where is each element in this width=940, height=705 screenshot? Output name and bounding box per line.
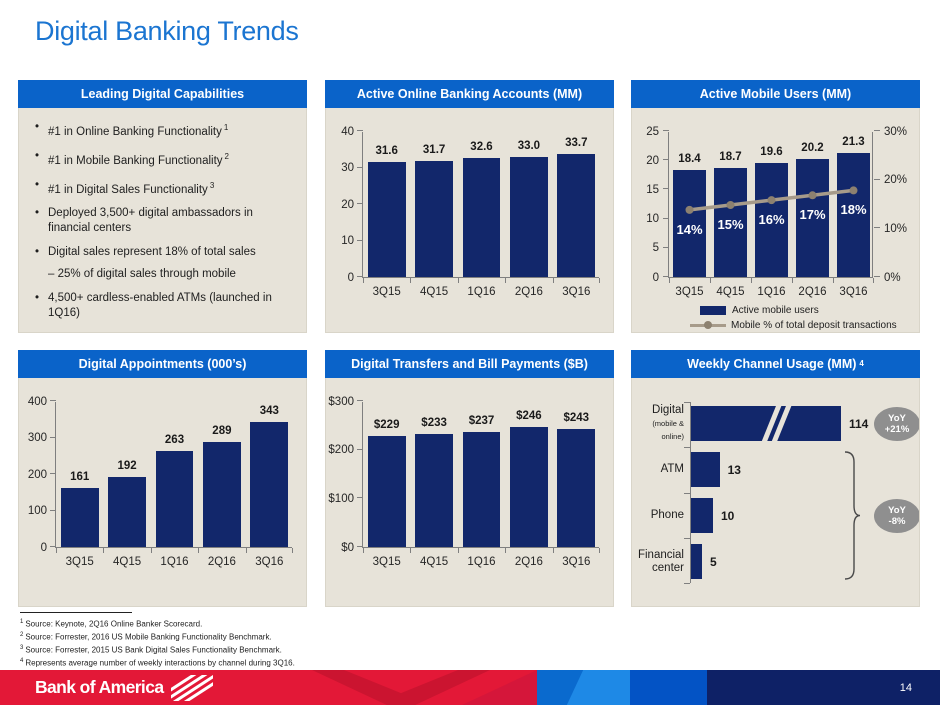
x-axis-label: 3Q15	[372, 556, 401, 568]
y-tick-label: 15	[646, 183, 659, 196]
x-tick-mark	[292, 548, 293, 553]
panel-online-banking-accounts	[325, 80, 614, 333]
capability-bullet	[35, 245, 296, 282]
x-tick-mark	[410, 278, 411, 283]
panel-digital-transfers	[325, 350, 614, 607]
legend-line-swatch	[690, 324, 726, 328]
capability-bullet	[35, 149, 296, 169]
x-axis-label: 1Q16	[467, 556, 496, 568]
category-tick-mark	[684, 402, 690, 403]
footnotes	[20, 612, 500, 668]
y-tick-label: 400	[27, 395, 47, 408]
bullet-text: Deployed 3,500+ digital ambassadors in financial centers	[48, 207, 253, 235]
bar-value-label: $229	[373, 418, 400, 431]
right-y-tick-label: 30%	[884, 125, 908, 138]
y-tick-mark	[357, 546, 363, 547]
footnote: $^2$ Source: Forrester, 2016 US Mobile Banking Functionality Benchmark.	[20, 631, 272, 642]
x-axis-label: 4Q15	[420, 286, 449, 298]
row-label	[632, 406, 684, 441]
y-tick-label: 10	[646, 213, 659, 226]
x-tick-mark	[669, 278, 670, 283]
y-tick-label: $100	[328, 492, 354, 505]
bar-value-label: 343	[259, 404, 279, 417]
bar-value-label: 20.2	[801, 142, 824, 155]
bar	[463, 158, 501, 277]
bullet-text: 4,500+ cardless-enabled ATMs (launched in 1Q16)	[48, 292, 272, 320]
x-axis-label: 1Q16	[467, 286, 496, 298]
bullet-text: Digital sales represent 18% of total sales	[48, 246, 256, 259]
footer-navy-band	[707, 670, 940, 705]
x-tick-mark	[410, 548, 411, 553]
legend-label: Active mobile users	[732, 305, 819, 316]
panel-title: Leading Digital Capabilities	[80, 87, 245, 101]
footnote-number: 3	[20, 644, 24, 651]
capability-bullet	[35, 178, 296, 198]
y-tick-mark	[357, 240, 363, 241]
panel-title: Active Online Banking Accounts (MM)	[356, 87, 583, 101]
y-tick-label: $300	[328, 395, 354, 408]
bar	[156, 451, 194, 547]
flag-icon	[171, 675, 213, 701]
y-tick-label: 10	[341, 235, 354, 247]
right-y-tick-mark	[874, 276, 880, 277]
y-tick-label: 0	[347, 271, 354, 284]
bar-value-label: 33.7	[565, 137, 588, 149]
x-axis-label: 3Q16	[255, 556, 284, 568]
x-axis-label: 2Q16	[798, 286, 827, 298]
x-axis-label: 3Q15	[372, 286, 401, 298]
panel-title: Digital Transfers and Bill Payments ($B)	[351, 357, 588, 371]
panel-header-mobile-users	[631, 80, 920, 108]
panel-header-online-accounts	[325, 80, 614, 108]
y-tick-label: 40	[341, 125, 354, 138]
x-tick-mark	[103, 548, 104, 553]
right-y-tick-label: 10%	[884, 222, 908, 235]
footnote-ref: 2	[224, 151, 229, 161]
x-axis-label: 1Q16	[757, 286, 786, 298]
bar	[368, 436, 406, 547]
bar	[557, 154, 595, 277]
bar-value-label: 21.3	[842, 135, 865, 148]
x-tick-mark	[599, 548, 600, 553]
x-axis-label: 3Q16	[562, 286, 591, 298]
capability-bullet	[35, 206, 296, 236]
footnote-number: 2	[20, 631, 24, 638]
legend-label: Mobile % of total deposit transactions	[731, 320, 897, 331]
x-tick-mark	[873, 278, 874, 283]
category-tick-mark	[684, 583, 690, 584]
capabilities-list	[19, 108, 306, 321]
line-value-label: 16%	[758, 212, 785, 228]
panel-header-capabilities	[18, 80, 307, 108]
line-value-label: 15%	[717, 217, 744, 232]
panel-header-appointments	[18, 350, 307, 378]
badge-line1: YoY	[888, 504, 906, 516]
y-tick-label: 300	[27, 432, 47, 444]
right-y-tick-label: 0%	[884, 271, 901, 284]
y-tick-label: 0	[652, 271, 659, 284]
badge-line2: -8%	[888, 515, 906, 527]
panel-digital-appointments	[18, 350, 307, 607]
bar	[557, 429, 595, 547]
category-tick-mark	[684, 447, 690, 448]
bar-value-label: 32.6	[470, 141, 493, 154]
bar-value-label: $237	[468, 414, 495, 427]
bar	[510, 157, 548, 277]
line-value-label: 14%	[676, 221, 703, 237]
x-axis-label: 3Q15	[675, 286, 704, 298]
capabilities-body	[18, 108, 307, 333]
y-tick-label: 200	[27, 468, 47, 481]
x-axis-label: 2Q16	[514, 556, 543, 568]
y-tick-label: 0	[40, 541, 47, 554]
x-tick-mark	[363, 278, 364, 283]
bar	[691, 544, 702, 579]
y-tick-label: 30	[341, 162, 354, 174]
bar	[691, 406, 841, 441]
bar	[691, 498, 713, 533]
x-tick-mark	[505, 278, 506, 283]
page-title: Digital Banking Trends	[35, 16, 299, 46]
panel-header-channel-usage	[631, 350, 920, 378]
x-tick-mark	[599, 278, 600, 283]
bar	[108, 477, 146, 547]
y-tick-mark	[357, 449, 363, 450]
x-tick-mark	[458, 278, 459, 283]
x-axis-label: 2Q16	[207, 556, 236, 568]
x-axis-label: 2Q16	[514, 286, 543, 298]
x-tick-mark	[792, 278, 793, 283]
x-axis-label: 1Q16	[160, 556, 189, 568]
x-tick-mark	[553, 278, 554, 283]
legend-item	[690, 305, 920, 316]
legend-item	[690, 320, 920, 331]
bank-of-america-logo	[35, 670, 213, 705]
y-tick-mark	[50, 437, 56, 438]
footnote: $^1$ Source: Keynote, 2Q16 Online Banker Scorecard.	[20, 619, 203, 629]
bar	[203, 442, 241, 547]
x-tick-mark	[56, 548, 57, 553]
yoy-badge	[874, 407, 920, 441]
y-tick-label: 25	[646, 125, 659, 138]
chart-digital-transfers	[325, 378, 614, 607]
footer	[0, 670, 940, 705]
y-tick-mark	[357, 497, 363, 498]
x-tick-mark	[505, 548, 506, 553]
legend-bar-swatch	[700, 306, 726, 315]
bar	[510, 427, 548, 547]
bar-value-label: 18.4	[678, 152, 701, 165]
footnote-divider	[20, 612, 132, 613]
chart-digital-appointments	[18, 378, 307, 607]
footnote-list	[20, 617, 500, 668]
y-tick-mark	[50, 546, 56, 547]
footer-chevron-decoration	[312, 670, 490, 705]
bar-value-label: $246	[516, 410, 542, 423]
bar-value-label: 18.7	[719, 150, 742, 163]
x-tick-mark	[833, 278, 834, 283]
bar-value-label: 19.6	[760, 145, 783, 158]
footnote-ref: 1	[223, 123, 229, 132]
row-label-text: ATM	[660, 463, 684, 475]
row-label	[632, 452, 684, 487]
capability-bullet	[35, 120, 296, 140]
y-tick-mark	[357, 400, 363, 401]
bar-value-label: 33.0	[517, 139, 541, 152]
y-tick-label: 20	[341, 198, 354, 211]
bar	[61, 488, 99, 547]
panel-title: Active Mobile Users (MM)	[699, 87, 852, 101]
row-label	[632, 498, 684, 533]
x-axis-label: 3Q16	[839, 286, 868, 298]
footer-blue-accent-2	[630, 670, 707, 705]
line-value-label: 18%	[840, 202, 867, 218]
bar	[691, 452, 720, 487]
row-sublabel: (mobile & online)	[652, 419, 684, 441]
bar-value-label: 13	[727, 462, 741, 477]
y-tick-label: 5	[652, 242, 659, 255]
panel-header-transfers	[325, 350, 614, 378]
bar-value-label: 114	[849, 416, 869, 431]
bar-value-label: $233	[421, 416, 447, 429]
x-axis-label: 4Q15	[113, 556, 142, 568]
x-tick-mark	[553, 548, 554, 553]
y-tick-mark	[50, 473, 56, 474]
row-label	[632, 544, 684, 579]
bar-value-label: 31.7	[422, 144, 446, 157]
footer-blue-accent	[537, 670, 630, 705]
plot-area	[27, 395, 292, 568]
footnote: $^4$ Represents average number of weekly interactions by channel during 3Q16.	[20, 657, 295, 668]
chart-online-banking-accounts	[325, 108, 614, 333]
bar-value-label: 192	[117, 459, 137, 472]
y-tick-mark	[357, 203, 363, 204]
right-y-tick-mark	[874, 130, 880, 131]
x-tick-mark	[458, 548, 459, 553]
chart-legend	[690, 305, 920, 333]
footer-red-band	[0, 670, 537, 705]
bar-value-label: 5	[710, 554, 717, 569]
page-number: 14	[899, 681, 912, 694]
x-tick-mark	[198, 548, 199, 553]
x-axis-label: 4Q15	[716, 286, 745, 298]
x-tick-mark	[363, 548, 364, 553]
bar	[415, 161, 453, 277]
bar-value-label: 161	[70, 471, 90, 484]
plot-area	[328, 395, 599, 568]
y-tick-mark	[357, 167, 363, 168]
category-tick-mark	[684, 493, 690, 494]
footnote: $^3$ Source: Forrester, 2015 US Bank Digital Sales Functionality Benchmark.	[20, 644, 282, 655]
x-tick-mark	[151, 548, 152, 553]
footnote-number: 4	[20, 657, 24, 664]
footnote-number: 1	[20, 619, 24, 625]
panel-weekly-channel-usage	[631, 350, 920, 607]
panel-leading-digital-capabilities	[18, 80, 307, 333]
panel-title: Digital Appointments (000’s)	[78, 357, 247, 371]
bar-value-label: 263	[164, 434, 185, 447]
bullet-text: #1 in Digital Sales Functionality	[48, 183, 208, 196]
capability-bullet	[35, 291, 296, 321]
sub-bullet: – 25% of digital sales through mobile	[48, 268, 236, 281]
logo-text: Bank of America	[35, 677, 164, 697]
y-tick-mark	[357, 276, 363, 277]
x-axis-label: 4Q15	[420, 556, 449, 568]
y-tick-label: $0	[341, 541, 354, 554]
y-tick-mark	[663, 130, 669, 131]
chart-active-mobile-users	[631, 108, 920, 333]
plot-area	[341, 125, 599, 298]
badge-line1: YoY	[888, 412, 906, 424]
x-tick-mark	[751, 278, 752, 283]
footnote-ref: 3	[209, 180, 215, 190]
bar-value-label: 31.6	[375, 144, 398, 157]
bar	[368, 162, 406, 277]
row-label-text: Financial center	[637, 548, 684, 574]
panel-active-mobile-users	[631, 80, 920, 333]
x-tick-mark	[710, 278, 711, 283]
bar-value-label: 10	[721, 508, 735, 523]
plot-area	[646, 125, 908, 298]
y-tick-label: $200	[328, 444, 354, 457]
y-tick-mark	[50, 400, 56, 401]
group-brace	[843, 452, 861, 579]
right-y-tick-mark	[874, 179, 880, 180]
bar	[463, 432, 501, 547]
panel-title-footnote-ref: 4	[859, 358, 864, 368]
row-label-text: Phone	[650, 509, 684, 521]
y-tick-mark	[50, 510, 56, 511]
bullet-text: #1 in Mobile Banking Functionality	[48, 154, 223, 167]
x-tick-mark	[246, 548, 247, 553]
y-tick-mark	[357, 130, 363, 131]
yoy-group-badge	[874, 499, 920, 533]
x-axis-label: 3Q15	[65, 556, 94, 568]
right-y-tick-label: 20%	[884, 174, 908, 187]
bullet-text: #1 in Online Banking Functionality	[48, 125, 222, 138]
y-tick-label: 100	[27, 505, 47, 517]
y-tick-label: 20	[646, 154, 659, 167]
bar-value-label: 289	[212, 424, 232, 437]
badge-line2: +21%	[884, 423, 910, 435]
panel-title: Weekly Channel Usage (MM)	[687, 357, 857, 371]
row-label-text: Digital	[652, 404, 684, 416]
bar	[415, 434, 453, 547]
category-tick-mark	[684, 538, 690, 539]
bar-value-label: $243	[563, 411, 590, 424]
x-axis-label: 3Q16	[562, 556, 591, 568]
right-y-tick-mark	[874, 227, 880, 228]
bar	[250, 422, 288, 547]
line-value-label: 17%	[799, 207, 826, 223]
chart-weekly-channel-usage	[631, 378, 920, 607]
